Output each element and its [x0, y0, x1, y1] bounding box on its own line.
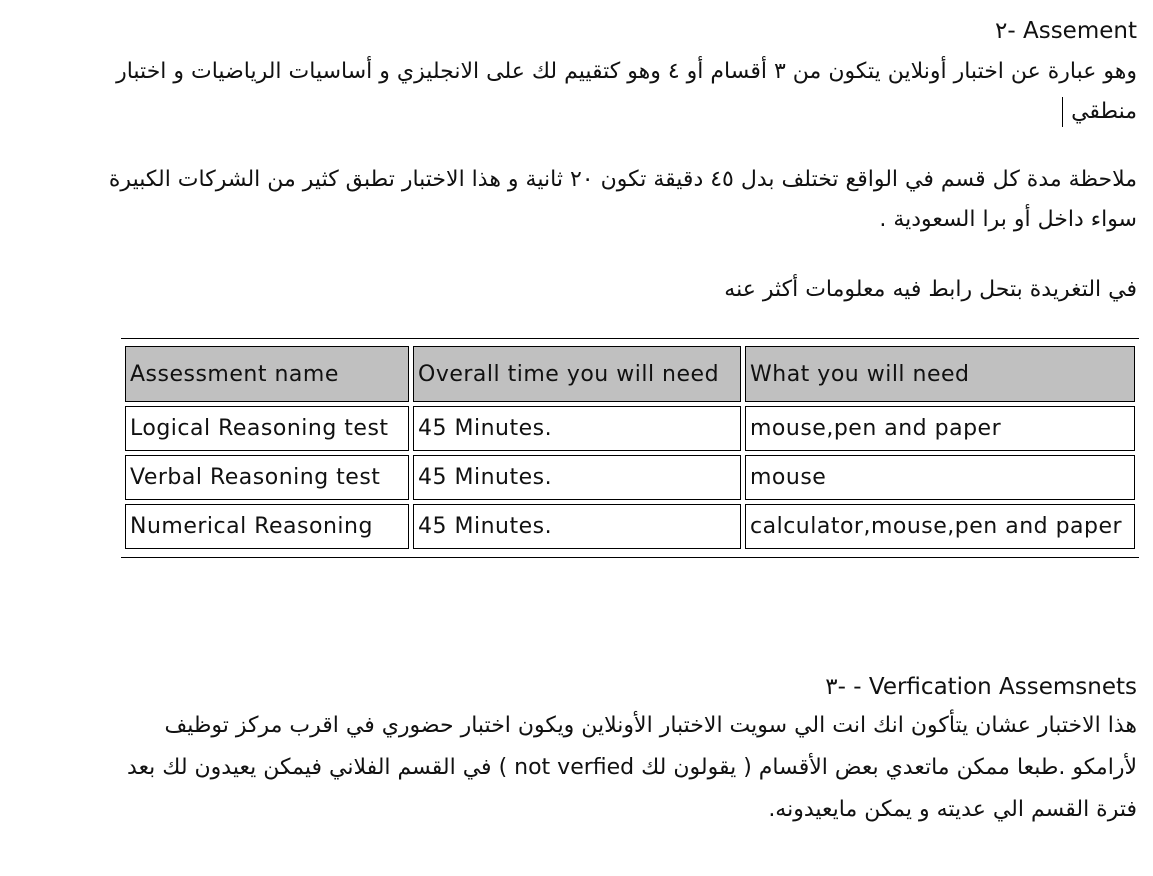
cell-what-you-need: mouse — [745, 455, 1135, 500]
note-line-1: ملاحظة مدة كل قسم في الواقع تختلف بدل ٤٥ دقيقة تكون ٢٠ ثانية و هذا الاختبار تطبق كثير من الشركات الكبيرة — [108, 167, 1137, 192]
table-row — [125, 455, 1135, 500]
section-2-line-1: وهو عبارة عن اختبار أونلاين يتكون من ٣ أقسام أو ٤ وهو كتقييم لك على الانجليزي و أساسيات الرياضيات و اختبار — [116, 59, 1137, 84]
section-2-line-2: منطقي — [1071, 99, 1137, 124]
cell-overall-time: 45 Minutes. — [413, 455, 741, 500]
cell-what-you-need: mouse,pen and paper — [745, 406, 1135, 451]
header-overall-time: Overall time you will need — [413, 346, 741, 402]
section-2-heading: Assement -٢ — [995, 18, 1137, 44]
section-3-line-3: فترة القسم الي عديته و يمكن مايعيدونه. — [768, 797, 1137, 822]
note-line-2: سواء داخل أو برا السعودية . — [879, 207, 1137, 232]
table-row — [125, 406, 1135, 451]
cell-overall-time: 45 Minutes. — [413, 504, 741, 549]
table-row — [125, 504, 1135, 549]
header-what-you-need: What you will need — [745, 346, 1135, 402]
tweet-line: في التغريدة بتحل رابط فيه معلومات أكثر عنه — [724, 277, 1137, 302]
cell-what-you-need: calculator,mouse,pen and paper — [745, 504, 1135, 549]
table-header-row — [125, 346, 1135, 402]
assessment-table — [121, 342, 1139, 553]
cell-overall-time: 45 Minutes. — [413, 406, 741, 451]
header-assessment-name: Assessment name — [125, 346, 409, 402]
cell-assessment-name: Verbal Reasoning test — [125, 455, 409, 500]
cell-assessment-name: Numerical Reasoning — [125, 504, 409, 549]
cell-assessment-name: Logical Reasoning test — [125, 406, 409, 451]
section-3-line-1: هذا الاختبار عشان يتأكون انك انت الي سويت الاختبار الأونلاين ويكون اختبار حضوري في اقرب مركز توظيف — [164, 713, 1137, 738]
section-3-line-2: لأرامكو .طبعا ممكن ماتعدي بعض الأقسام ( يقولون لك not verfied ) في القسم الفلاني فيمكن يعيدون لك بعد — [127, 755, 1137, 780]
section-2-line-2-wrap — [1062, 92, 1137, 132]
section-3-heading: Verfication Assemsnets - -٣ — [825, 674, 1137, 700]
text-cursor — [1062, 97, 1063, 127]
assessment-table-wrapper — [121, 338, 1139, 558]
